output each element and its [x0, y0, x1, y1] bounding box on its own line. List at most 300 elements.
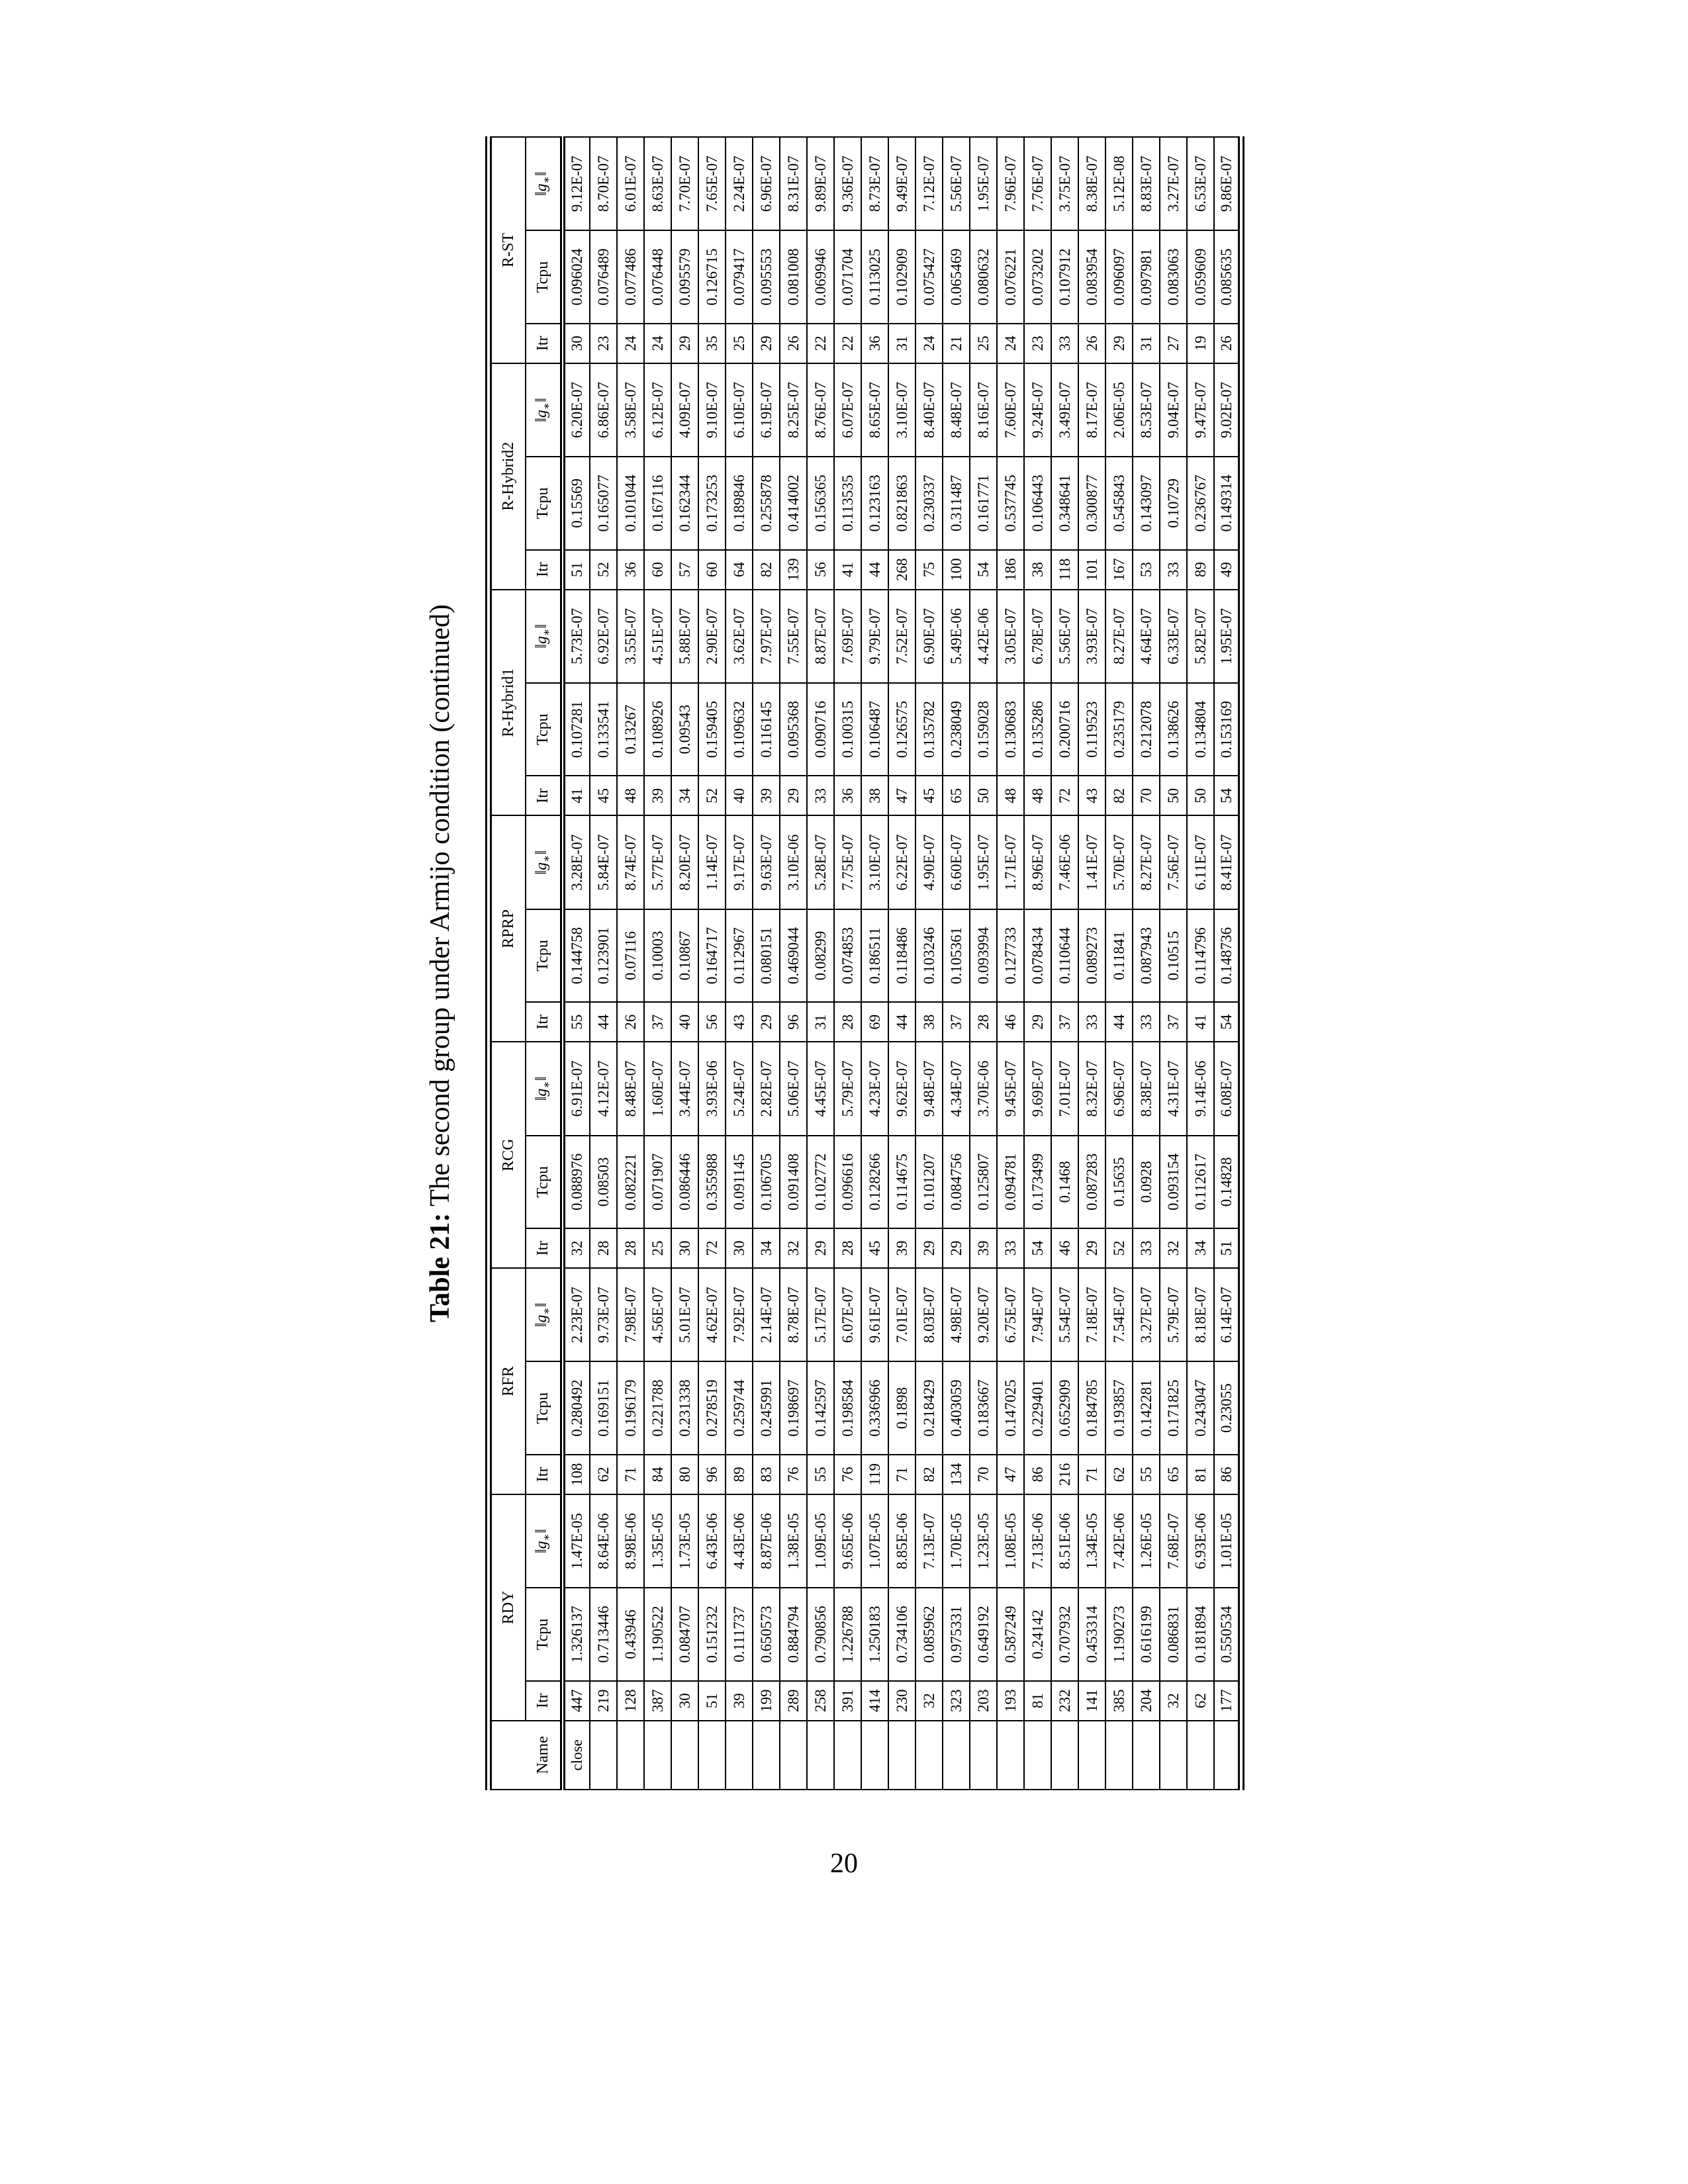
- cell-tcpu: 0.167116: [644, 457, 671, 549]
- cell-gnorm: 5.77E-07: [644, 815, 671, 909]
- cell-tcpu: 0.230337: [915, 457, 943, 549]
- cell-gnorm: 9.14E-06: [1187, 1042, 1214, 1135]
- cell-tcpu: 0.113025: [861, 230, 888, 323]
- cell-gnorm: 7.12E-07: [915, 137, 943, 230]
- cell-tcpu: 0.138626: [1160, 683, 1187, 776]
- cell-gnorm: 3.70E-06: [970, 1042, 997, 1135]
- cell-tcpu: 0.165077: [590, 457, 617, 549]
- cell-gnorm: 9.12E-07: [563, 137, 590, 230]
- cell-gnorm: 8.03E-07: [915, 1268, 943, 1361]
- cell-itr: 36: [617, 550, 644, 590]
- cell-gnorm: 8.32E-07: [1078, 1042, 1105, 1135]
- cell-name: close: [563, 1721, 590, 1790]
- cell-tcpu: 0.071704: [834, 230, 861, 323]
- cell-tcpu: 0.088976: [563, 1136, 590, 1228]
- cell-tcpu: 0.080151: [753, 909, 780, 1002]
- cell-itr: 204: [1133, 1681, 1160, 1721]
- cell-tcpu: 0.085962: [915, 1588, 943, 1680]
- cell-tcpu: 0.079417: [726, 230, 753, 323]
- group-header-rdy: RDY: [489, 1494, 526, 1721]
- cell-name: [1105, 1721, 1133, 1790]
- cell-gnorm: 3.49E-07: [1051, 363, 1078, 457]
- cell-gnorm: 3.28E-07: [563, 815, 590, 909]
- cell-gnorm: 7.60E-07: [997, 363, 1024, 457]
- cell-itr: 48: [997, 776, 1024, 815]
- cell-tcpu: 0.077486: [617, 230, 644, 323]
- cell-itr: 32: [915, 1681, 943, 1721]
- cell-tcpu: 0.238049: [943, 683, 970, 776]
- cell-gnorm: 7.92E-07: [726, 1268, 753, 1361]
- table-body: [563, 137, 1241, 1790]
- cell-gnorm: 5.70E-07: [1105, 815, 1133, 909]
- cell-itr: 29: [915, 1228, 943, 1268]
- cell-gnorm: 9.65E-06: [834, 1494, 861, 1588]
- cell-tcpu: 0.091408: [780, 1136, 807, 1228]
- cell-gnorm: 4.51E-07: [644, 590, 671, 683]
- cell-itr: 38: [915, 1002, 943, 1042]
- cell-itr: 44: [1105, 1002, 1133, 1042]
- cell-itr: 51: [698, 1681, 726, 1721]
- cell-tcpu: 0.196179: [617, 1361, 644, 1454]
- cell-itr: 54: [1024, 1228, 1051, 1268]
- cell-gnorm: 6.96E-07: [1105, 1042, 1133, 1135]
- cell-gnorm: 1.38E-05: [780, 1494, 807, 1588]
- sub-header-rdy-tcpu: Tcpu: [526, 1588, 563, 1680]
- cell-gnorm: 7.69E-07: [834, 590, 861, 683]
- cell-gnorm: 5.88E-07: [671, 590, 698, 683]
- cell-gnorm: 4.42E-06: [970, 590, 997, 683]
- cell-gnorm: 6.01E-07: [617, 137, 644, 230]
- cell-gnorm: 1.35E-05: [644, 1494, 671, 1588]
- cell-itr: 289: [780, 1681, 807, 1721]
- cell-itr: 50: [970, 776, 997, 815]
- cell-tcpu: 0.790856: [807, 1588, 834, 1680]
- cell-gnorm: 8.27E-07: [1133, 815, 1160, 909]
- cell-tcpu: 0.087943: [1133, 909, 1160, 1002]
- cell-itr: 128: [617, 1681, 644, 1721]
- cell-gnorm: 7.94E-07: [1024, 1268, 1051, 1361]
- cell-itr: 24: [915, 324, 943, 363]
- cell-tcpu: 0.093994: [970, 909, 997, 1002]
- cell-tcpu: 0.259744: [726, 1361, 753, 1454]
- cell-gnorm: 4.34E-07: [943, 1042, 970, 1135]
- table-row: [1078, 137, 1105, 1790]
- table-row: [1105, 137, 1133, 1790]
- cell-itr: 60: [644, 550, 671, 590]
- cell-tcpu: 0.300877: [1078, 457, 1105, 549]
- cell-gnorm: 2.14E-07: [753, 1268, 780, 1361]
- cell-gnorm: 1.14E-07: [698, 815, 726, 909]
- cell-gnorm: 7.01E-07: [888, 1268, 915, 1361]
- cell-gnorm: 4.43E-06: [726, 1494, 753, 1588]
- cell-tcpu: 0.089273: [1078, 909, 1105, 1002]
- cell-itr: 40: [671, 1002, 698, 1042]
- cell-itr: 230: [888, 1681, 915, 1721]
- cell-gnorm: 5.28E-07: [807, 815, 834, 909]
- cell-itr: 28: [970, 1002, 997, 1042]
- cell-tcpu: 0.085635: [1214, 230, 1241, 323]
- cell-itr: 65: [1160, 1455, 1187, 1494]
- cell-name: [753, 1721, 780, 1790]
- table-row: [726, 137, 753, 1790]
- cell-tcpu: 0.07116: [617, 909, 644, 1002]
- cell-itr: 186: [997, 550, 1024, 590]
- cell-gnorm: 7.54E-07: [1105, 1268, 1133, 1361]
- cell-gnorm: 7.01E-07: [1051, 1042, 1078, 1135]
- cell-tcpu: 0.23055: [1214, 1361, 1241, 1454]
- group-header-row: [489, 137, 526, 1790]
- cell-itr: 54: [970, 550, 997, 590]
- cell-name: [1024, 1721, 1051, 1790]
- cell-name: [1051, 1721, 1078, 1790]
- table-row: [753, 137, 780, 1790]
- cell-gnorm: 1.26E-05: [1133, 1494, 1160, 1588]
- cell-gnorm: 8.78E-07: [780, 1268, 807, 1361]
- cell-name: [644, 1721, 671, 1790]
- cell-tcpu: 0.135286: [1024, 683, 1051, 776]
- cell-gnorm: 2.82E-07: [753, 1042, 780, 1135]
- cell-name: [888, 1721, 915, 1790]
- cell-itr: 28: [834, 1228, 861, 1268]
- cell-itr: 26: [1078, 324, 1105, 363]
- cell-gnorm: 5.01E-07: [671, 1268, 698, 1361]
- cell-gnorm: 5.73E-07: [563, 590, 590, 683]
- cell-itr: 216: [1051, 1455, 1078, 1494]
- cell-tcpu: 0.093154: [1160, 1136, 1187, 1228]
- cell-gnorm: 9.79E-07: [861, 590, 888, 683]
- cell-tcpu: 0.101207: [915, 1136, 943, 1228]
- cell-gnorm: 1.73E-05: [671, 1494, 698, 1588]
- cell-gnorm: 3.93E-07: [1078, 590, 1105, 683]
- cell-itr: 100: [943, 550, 970, 590]
- sub-header-r-hybrid1-tcpu: Tcpu: [526, 683, 563, 776]
- cell-itr: 37: [943, 1002, 970, 1042]
- cell-tcpu: 0.076221: [997, 230, 1024, 323]
- cell-gnorm: 3.58E-07: [617, 363, 644, 457]
- sub-header-rcg-tcpu: Tcpu: [526, 1136, 563, 1228]
- sub-header-r-hybrid2-itr: Itr: [526, 550, 563, 590]
- cell-gnorm: 9.04E-07: [1160, 363, 1187, 457]
- cell-tcpu: 0.975331: [943, 1588, 970, 1680]
- cell-itr: 70: [970, 1455, 997, 1494]
- cell-itr: 37: [644, 1002, 671, 1042]
- sub-header-rfr-tcpu: Tcpu: [526, 1361, 563, 1454]
- cell-itr: 81: [1024, 1681, 1051, 1721]
- cell-itr: 447: [563, 1681, 590, 1721]
- cell-gnorm: 9.69E-07: [1024, 1042, 1051, 1135]
- cell-itr: 391: [834, 1681, 861, 1721]
- cell-itr: 39: [644, 776, 671, 815]
- cell-tcpu: 0.106487: [861, 683, 888, 776]
- cell-tcpu: 0.083063: [1160, 230, 1187, 323]
- cell-tcpu: 0.127733: [997, 909, 1024, 1002]
- cell-gnorm: 1.09E-05: [807, 1494, 834, 1588]
- cell-itr: 48: [617, 776, 644, 815]
- cell-itr: 82: [915, 1455, 943, 1494]
- cell-tcpu: 0.107281: [563, 683, 590, 776]
- cell-itr: 39: [970, 1228, 997, 1268]
- cell-itr: 40: [726, 776, 753, 815]
- cell-name: [1160, 1721, 1187, 1790]
- cell-name: [943, 1721, 970, 1790]
- cell-gnorm: 8.53E-07: [1133, 363, 1160, 457]
- cell-itr: 31: [807, 1002, 834, 1042]
- cell-gnorm: 1.95E-07: [970, 815, 997, 909]
- cell-itr: 45: [861, 1228, 888, 1268]
- cell-itr: 62: [1105, 1455, 1133, 1494]
- cell-tcpu: 0.181894: [1187, 1588, 1214, 1680]
- cell-itr: 86: [1214, 1455, 1241, 1494]
- cell-itr: 26: [617, 1002, 644, 1042]
- cell-itr: 56: [698, 1002, 726, 1042]
- cell-gnorm: 4.62E-07: [698, 1268, 726, 1361]
- cell-itr: 70: [1133, 776, 1160, 815]
- cell-tcpu: 0.193857: [1105, 1361, 1133, 1454]
- cell-gnorm: 9.20E-07: [970, 1268, 997, 1361]
- cell-tcpu: 0.355988: [698, 1136, 726, 1228]
- cell-tcpu: 0.084756: [943, 1136, 970, 1228]
- cell-gnorm: 8.70E-07: [590, 137, 617, 230]
- cell-itr: 24: [644, 324, 671, 363]
- cell-itr: 33: [1078, 1002, 1105, 1042]
- cell-tcpu: 0.184785: [1078, 1361, 1105, 1454]
- cell-gnorm: 3.10E-07: [861, 815, 888, 909]
- cell-gnorm: 8.73E-07: [861, 137, 888, 230]
- cell-tcpu: 0.236767: [1187, 457, 1214, 549]
- cell-gnorm: 8.76E-07: [807, 363, 834, 457]
- cell-tcpu: 0.096024: [563, 230, 590, 323]
- cell-gnorm: 8.41E-07: [1214, 815, 1241, 909]
- cell-gnorm: 4.31E-07: [1160, 1042, 1187, 1135]
- sub-header-rcg-gnorm: $‖g_∗‖$: [526, 1042, 563, 1135]
- cell-itr: 134: [943, 1455, 970, 1494]
- cell-tcpu: 0.278519: [698, 1361, 726, 1454]
- cell-tcpu: 0.10003: [644, 909, 671, 1002]
- cell-tcpu: 0.821863: [888, 457, 915, 549]
- cell-itr: 53: [1133, 550, 1160, 590]
- cell-tcpu: 0.652909: [1051, 1361, 1078, 1454]
- cell-tcpu: 0.156365: [807, 457, 834, 549]
- cell-itr: 268: [888, 550, 915, 590]
- cell-tcpu: 0.183667: [970, 1361, 997, 1454]
- cell-gnorm: 2.23E-07: [563, 1268, 590, 1361]
- cell-gnorm: 8.16E-07: [970, 363, 997, 457]
- cell-tcpu: 0.173253: [698, 457, 726, 549]
- cell-name: [915, 1721, 943, 1790]
- cell-gnorm: 5.49E-06: [943, 590, 970, 683]
- cell-itr: 60: [698, 550, 726, 590]
- sub-header-rfr-itr: Itr: [526, 1455, 563, 1494]
- cell-tcpu: 0.095553: [753, 230, 780, 323]
- cell-tcpu: 1.226788: [834, 1588, 861, 1680]
- cell-itr: 29: [1024, 1002, 1051, 1042]
- cell-itr: 52: [698, 776, 726, 815]
- cell-name: [590, 1721, 617, 1790]
- cell-tcpu: 0.10729: [1160, 457, 1187, 549]
- cell-tcpu: 0.147025: [997, 1361, 1024, 1454]
- cell-itr: 38: [1024, 550, 1051, 590]
- cell-tcpu: 0.076489: [590, 230, 617, 323]
- cell-gnorm: 5.17E-07: [807, 1268, 834, 1361]
- sub-header-rprp-itr: Itr: [526, 1002, 563, 1042]
- group-header-r-st: R-ST: [489, 137, 526, 363]
- cell-tcpu: 0.142597: [807, 1361, 834, 1454]
- table-row: [888, 137, 915, 1790]
- cell-tcpu: 0.109632: [726, 683, 753, 776]
- cell-itr: 39: [726, 1681, 753, 1721]
- cell-tcpu: 0.336966: [861, 1361, 888, 1454]
- cell-itr: 37: [1160, 1002, 1187, 1042]
- sub-header-rdy-itr: Itr: [526, 1681, 563, 1721]
- cell-gnorm: 6.08E-07: [1214, 1042, 1241, 1135]
- cell-itr: 34: [1187, 1228, 1214, 1268]
- cell-tcpu: 0.091145: [726, 1136, 753, 1228]
- cell-gnorm: 8.65E-07: [861, 363, 888, 457]
- cell-gnorm: 7.65E-07: [698, 137, 726, 230]
- sub-header-rprp-gnorm: $‖g_∗‖$: [526, 815, 563, 909]
- cell-gnorm: 5.79E-07: [834, 1042, 861, 1135]
- cell-gnorm: 7.46E-06: [1051, 815, 1078, 909]
- cell-gnorm: 9.24E-07: [1024, 363, 1051, 457]
- cell-gnorm: 7.42E-06: [1105, 1494, 1133, 1588]
- cell-gnorm: 5.06E-07: [780, 1042, 807, 1135]
- cell-gnorm: 8.48E-07: [617, 1042, 644, 1135]
- cell-tcpu: 0.08299: [807, 909, 834, 1002]
- cell-tcpu: 0.10867: [671, 909, 698, 1002]
- table-row: [617, 137, 644, 1790]
- cell-gnorm: 5.24E-07: [726, 1042, 753, 1135]
- cell-gnorm: 3.62E-07: [726, 590, 753, 683]
- cell-tcpu: 0.255878: [753, 457, 780, 549]
- cell-itr: 33: [807, 776, 834, 815]
- cell-gnorm: 1.95E-07: [970, 137, 997, 230]
- cell-tcpu: 0.101044: [617, 457, 644, 549]
- cell-itr: 52: [1105, 1228, 1133, 1268]
- cell-tcpu: 0.144758: [563, 909, 590, 1002]
- table-row: [943, 137, 970, 1790]
- cell-itr: 38: [861, 776, 888, 815]
- cell-tcpu: 0.616199: [1133, 1588, 1160, 1680]
- cell-tcpu: 0.161771: [970, 457, 997, 549]
- cell-tcpu: 0.1468: [1051, 1136, 1078, 1228]
- sub-header-rcg-itr: Itr: [526, 1228, 563, 1268]
- cell-tcpu: 0.649192: [970, 1588, 997, 1680]
- cell-itr: 96: [698, 1455, 726, 1494]
- cell-itr: 32: [563, 1228, 590, 1268]
- cell-tcpu: 0.142281: [1133, 1361, 1160, 1454]
- cell-tcpu: 0.348641: [1051, 457, 1078, 549]
- cell-itr: 54: [1214, 1002, 1241, 1042]
- cell-tcpu: 0.143097: [1133, 457, 1160, 549]
- cell-gnorm: 7.52E-07: [888, 590, 915, 683]
- cell-gnorm: 8.87E-06: [753, 1494, 780, 1588]
- cell-tcpu: 0.707932: [1051, 1588, 1078, 1680]
- cell-tcpu: 0.119523: [1078, 683, 1105, 776]
- cell-itr: 43: [1078, 776, 1105, 815]
- cell-itr: 39: [753, 776, 780, 815]
- cell-tcpu: 0.212078: [1133, 683, 1160, 776]
- cell-gnorm: 3.05E-07: [997, 590, 1024, 683]
- group-header-rfr: RFR: [489, 1268, 526, 1494]
- cell-gnorm: 6.20E-07: [563, 363, 590, 457]
- cell-tcpu: 0.123901: [590, 909, 617, 1002]
- cell-gnorm: 3.93E-06: [698, 1042, 726, 1135]
- cell-itr: 62: [1187, 1681, 1214, 1721]
- table-row: [807, 137, 834, 1790]
- cell-tcpu: 0.106443: [1024, 457, 1051, 549]
- cell-gnorm: 9.10E-07: [698, 363, 726, 457]
- cell-itr: 44: [590, 1002, 617, 1042]
- cell-tcpu: 0.084707: [671, 1588, 698, 1680]
- cell-itr: 48: [1024, 776, 1051, 815]
- cell-itr: 24: [617, 324, 644, 363]
- table-row: [1133, 137, 1160, 1790]
- cell-gnorm: 4.90E-07: [915, 815, 943, 909]
- cell-gnorm: 9.36E-07: [834, 137, 861, 230]
- cell-tcpu: 0.107912: [1051, 230, 1078, 323]
- table-row: [1214, 137, 1241, 1790]
- cell-gnorm: 8.48E-07: [943, 363, 970, 457]
- sub-header-rfr-gnorm: $‖g_∗‖$: [526, 1268, 563, 1361]
- cell-itr: 177: [1214, 1681, 1241, 1721]
- sub-header-r-hybrid1-itr: Itr: [526, 776, 563, 815]
- cell-itr: 101: [1078, 550, 1105, 590]
- cell-tcpu: 0.076448: [644, 230, 671, 323]
- cell-gnorm: 1.95E-07: [1214, 590, 1241, 683]
- cell-gnorm: 9.63E-07: [753, 815, 780, 909]
- cell-itr: 54: [1214, 776, 1241, 815]
- cell-itr: 29: [943, 1228, 970, 1268]
- cell-tcpu: 0.884794: [780, 1588, 807, 1680]
- sub-header-r-st-gnorm: $‖g_∗‖$: [526, 137, 563, 230]
- table-row: [780, 137, 807, 1790]
- cell-gnorm: 1.47E-05: [563, 1494, 590, 1588]
- cell-gnorm: 4.98E-07: [943, 1268, 970, 1361]
- cell-tcpu: 0.112617: [1187, 1136, 1214, 1228]
- cell-itr: 51: [563, 550, 590, 590]
- cell-itr: 76: [780, 1455, 807, 1494]
- cell-tcpu: 0.173499: [1024, 1136, 1051, 1228]
- cell-itr: 21: [943, 324, 970, 363]
- cell-gnorm: 1.01E-05: [1214, 1494, 1241, 1588]
- cell-gnorm: 3.55E-07: [617, 590, 644, 683]
- corner-cell: [489, 1721, 526, 1790]
- table-row: [1187, 137, 1214, 1790]
- cell-itr: 57: [671, 550, 698, 590]
- cell-tcpu: 0.537745: [997, 457, 1024, 549]
- cell-itr: 22: [807, 324, 834, 363]
- cell-tcpu: 0.469044: [780, 909, 807, 1002]
- cell-itr: 414: [861, 1681, 888, 1721]
- cell-gnorm: 5.79E-07: [1160, 1268, 1187, 1361]
- cell-tcpu: 0.096616: [834, 1136, 861, 1228]
- cell-tcpu: 0.24142: [1024, 1588, 1051, 1680]
- sub-header-r-st-itr: Itr: [526, 324, 563, 363]
- cell-tcpu: 0.095579: [671, 230, 698, 323]
- cell-gnorm: 5.84E-07: [590, 815, 617, 909]
- table-row: [563, 137, 590, 1790]
- cell-gnorm: 4.56E-07: [644, 1268, 671, 1361]
- cell-itr: 118: [1051, 550, 1078, 590]
- cell-tcpu: 0.280492: [563, 1361, 590, 1454]
- cell-gnorm: 6.33E-07: [1160, 590, 1187, 683]
- cell-tcpu: 0.128266: [861, 1136, 888, 1228]
- cell-gnorm: 6.96E-07: [753, 137, 780, 230]
- table-row: [1160, 137, 1187, 1790]
- cell-itr: 64: [726, 550, 753, 590]
- cell-tcpu: 0.108926: [644, 683, 671, 776]
- cell-tcpu: 0.15635: [1105, 1136, 1133, 1228]
